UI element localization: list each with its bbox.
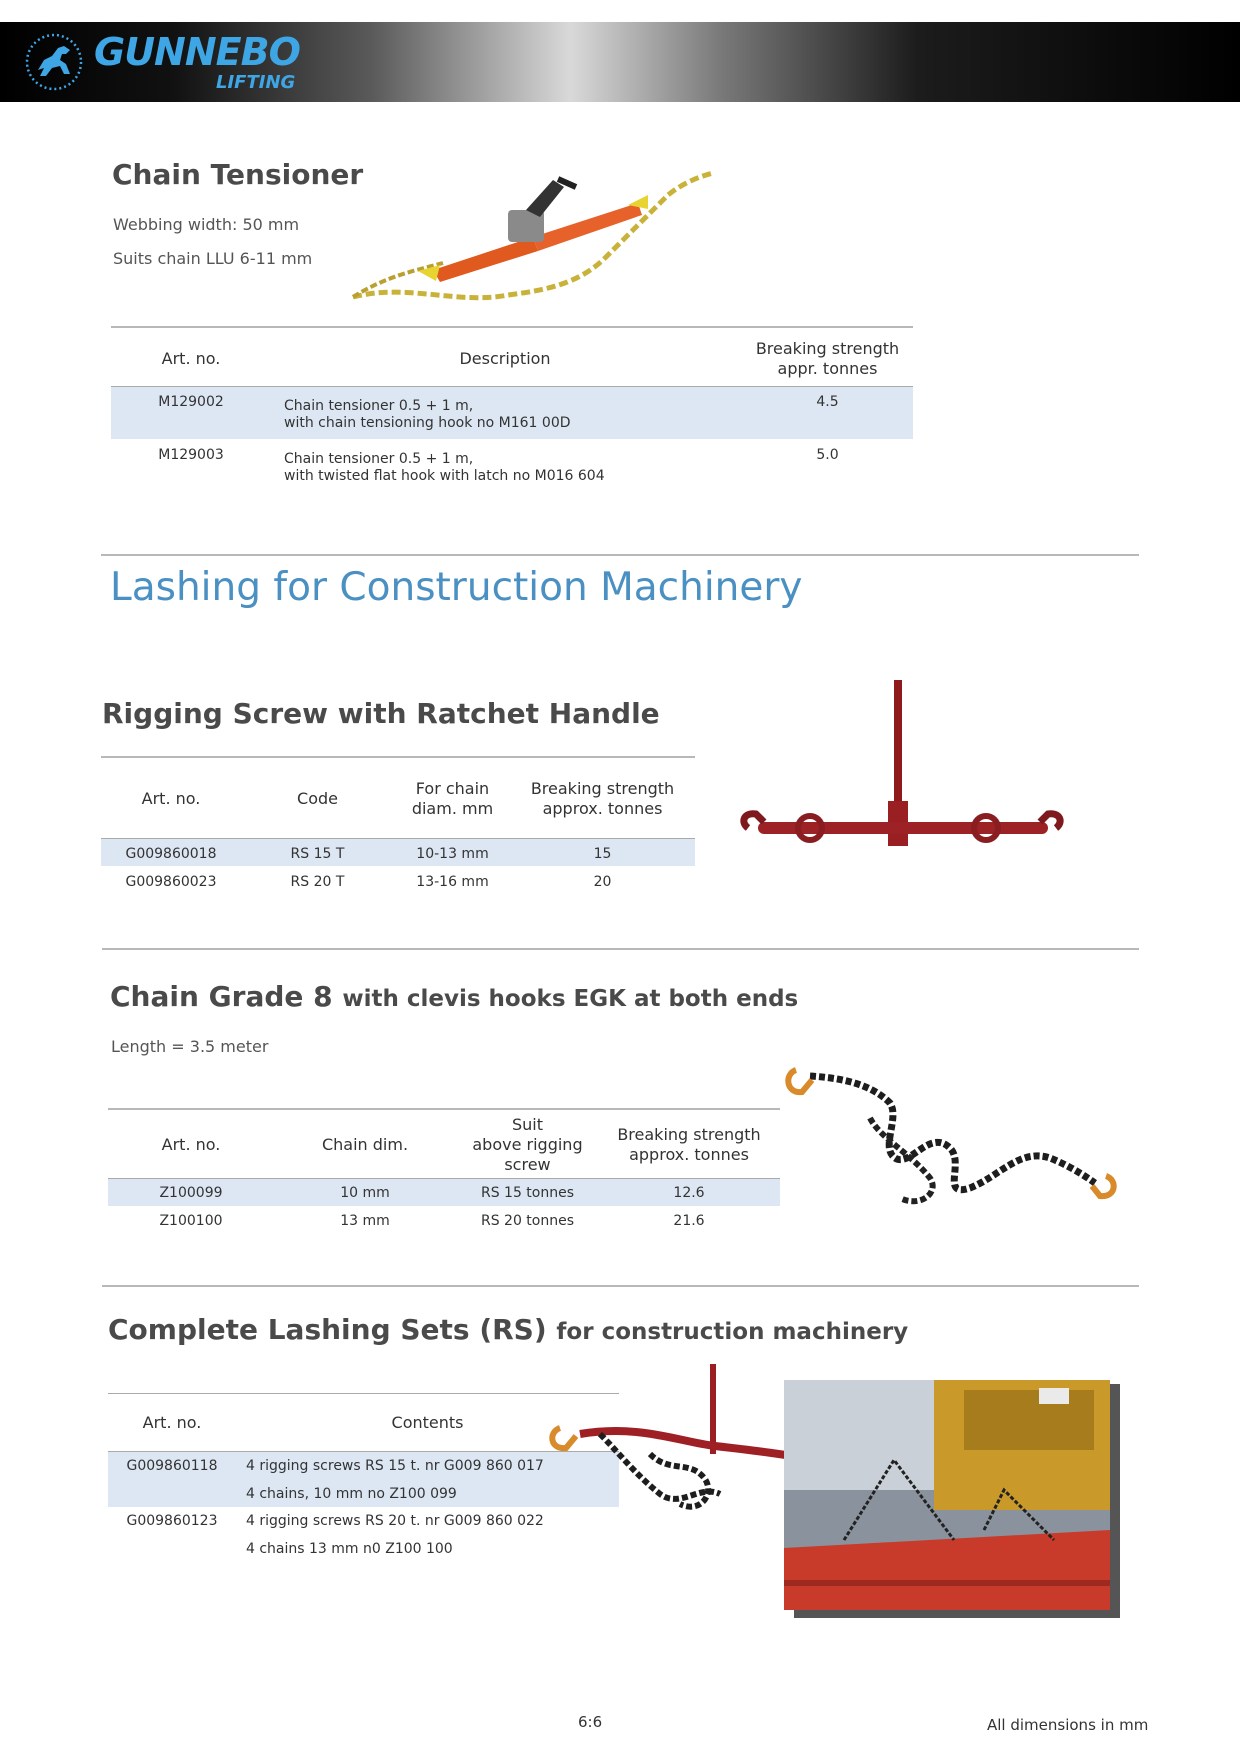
- col-suit-line3: screw: [504, 1155, 551, 1174]
- col-breaking-strength-unit: approx. tonnes: [629, 1145, 749, 1164]
- col-chain-dim: Chain dim.: [321, 1135, 409, 1154]
- col-suit-line2: above rigging: [472, 1135, 583, 1154]
- cell-description-line2: with chain tensioning hook no M161 00D: [284, 415, 571, 431]
- col-breaking-strength: Breaking strength: [617, 1125, 761, 1144]
- cell-art-no: M129003: [158, 447, 224, 463]
- cell-contents-line2: 4 chains 13 mm n0 Z100 100: [246, 1541, 453, 1557]
- cell-contents-line1: 4 rigging screws RS 20 t. nr G009 860 022: [246, 1513, 544, 1529]
- section-divider: [102, 948, 1139, 950]
- cell-art-no: G009860123: [126, 1513, 218, 1529]
- machinery-photo: [784, 1380, 1124, 1620]
- cell-breaking-strength: 20: [593, 874, 612, 890]
- col-diam: diam. mm: [411, 799, 494, 818]
- cell-chain-dim: 13 mm: [340, 1213, 390, 1229]
- col-art-no: Art. no.: [161, 349, 221, 368]
- cell-art-no: Z100099: [159, 1185, 223, 1201]
- cell-description-line1: Chain tensioner 0.5 + 1 m,: [284, 398, 474, 414]
- spec-webbing: Webbing width: 50 mm: [113, 215, 300, 234]
- cell-art-no: Z100100: [159, 1213, 223, 1229]
- chain-grade-table-top-rule: [108, 1108, 780, 1110]
- brand-logo-text: GUNNEBO: [94, 30, 300, 74]
- cell-diam: 13-16 mm: [416, 874, 489, 890]
- chain-tensioner-title: Chain Tensioner: [112, 158, 364, 191]
- chain-grade-image: [780, 1058, 1130, 1228]
- cell-breaking-strength: 4.5: [816, 394, 839, 410]
- col-breaking-strength-unit: approx. tonnes: [542, 799, 663, 818]
- cell-suit: RS 15 tonnes: [480, 1185, 575, 1201]
- section-divider: [101, 554, 1139, 556]
- cell-art-no: G009860118: [126, 1458, 218, 1474]
- cell-breaking-strength: 12.6: [673, 1185, 705, 1201]
- chain-grade-title-sub: with clevis hooks EGK at both ends: [342, 986, 799, 1012]
- cell-contents-line2: 4 chains, 10 mm no Z100 099: [246, 1486, 457, 1502]
- lashing-sets-title-main: Complete Lashing Sets (RS): [108, 1313, 547, 1346]
- footer-note: All dimensions in mm: [987, 1716, 1149, 1734]
- cell-art-no: M129002: [158, 394, 224, 410]
- col-art-no: Art. no.: [161, 1135, 221, 1154]
- col-contents: Contents: [391, 1413, 464, 1432]
- cell-diam: 10-13 mm: [416, 846, 489, 862]
- cell-breaking-strength: 5.0: [816, 447, 839, 463]
- cell-breaking-strength: 15: [593, 846, 612, 862]
- section-title: Lashing for Construction Machinery: [110, 565, 803, 610]
- chain-tensioner-table-top-rule: [111, 326, 913, 328]
- chain-tensioner-image: [348, 165, 718, 310]
- division-logo-text: LIFTING: [216, 72, 296, 93]
- chain-grade-title: [110, 980, 798, 1013]
- col-description: Description: [459, 349, 551, 368]
- cell-art-no: G009860018: [125, 846, 217, 862]
- col-suit: Suit: [511, 1115, 543, 1134]
- chain-grade-title-main: Chain Grade 8: [110, 980, 333, 1013]
- col-for-chain: For chain: [415, 779, 490, 798]
- spec-length: Length = 3.5 meter: [111, 1037, 269, 1056]
- col-art-no: Art. no.: [141, 789, 201, 808]
- cell-code: RS 15 T: [290, 846, 345, 862]
- cell-code: RS 20 T: [290, 874, 345, 890]
- col-art-no: Art. no.: [142, 1413, 202, 1432]
- lashing-sets-title-sub: for construction machinery: [556, 1319, 909, 1345]
- col-breaking-strength: Breaking strength: [530, 779, 675, 798]
- horse-logo-icon: [24, 30, 84, 94]
- section-divider: [102, 1285, 1139, 1287]
- cell-chain-dim: 10 mm: [340, 1185, 390, 1201]
- col-breaking-strength-unit: appr. tonnes: [777, 359, 878, 378]
- rigging-screw-image: [738, 676, 1068, 886]
- page-number: 6:6: [578, 1713, 603, 1731]
- rigging-screw-title: Rigging Screw with Ratchet Handle: [102, 697, 660, 730]
- cell-art-no: G009860023: [125, 874, 217, 890]
- cell-contents-line1: 4 rigging screws RS 15 t. nr G009 860 017: [246, 1458, 544, 1474]
- col-breaking-strength: Breaking strength: [755, 339, 900, 358]
- cell-breaking-strength: 21.6: [673, 1213, 705, 1229]
- cell-suit: RS 20 tonnes: [480, 1213, 575, 1229]
- col-code: Code: [297, 789, 338, 808]
- lashing-sets-title: [108, 1313, 908, 1346]
- rigging-table-top-rule: [101, 756, 695, 758]
- spec-suits-chain: Suits chain LLU 6-11 mm: [113, 249, 313, 268]
- cell-description-line1: Chain tensioner 0.5 + 1 m,: [284, 451, 474, 467]
- cell-description-line2: with twisted flat hook with latch no M016 604: [284, 468, 605, 484]
